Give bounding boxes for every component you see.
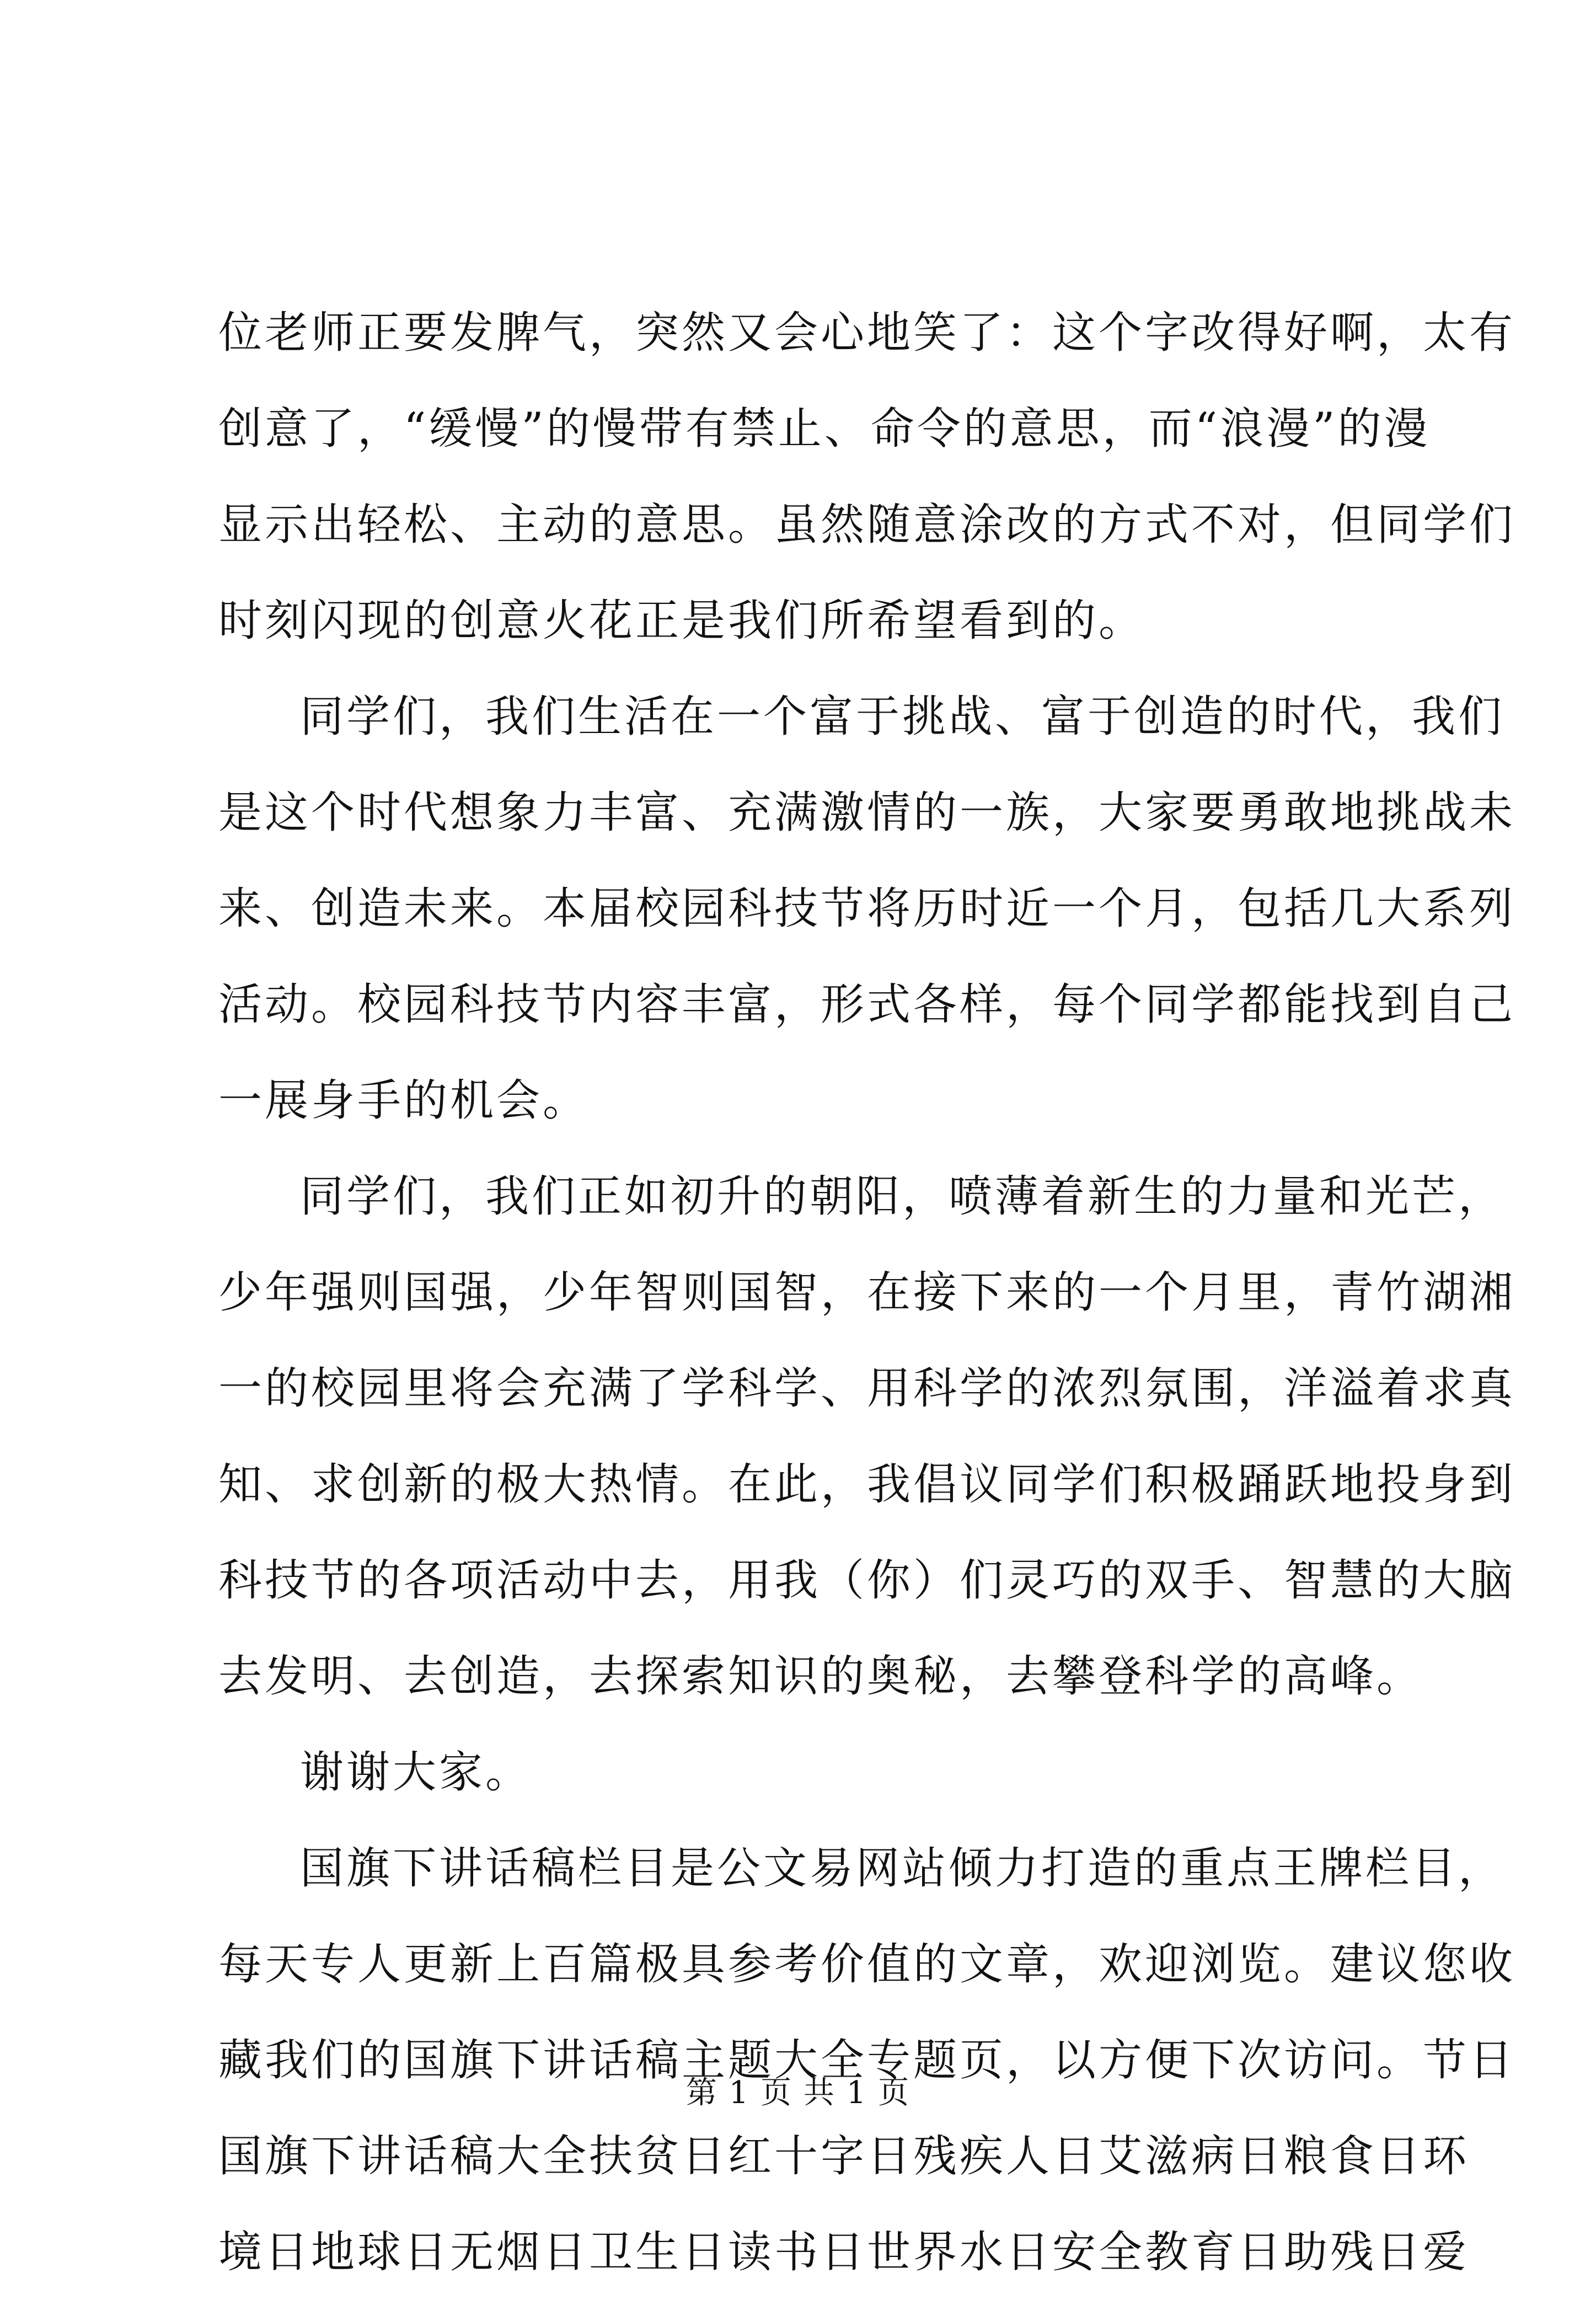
text-line: 每天专人更新上百篇极具参考价值的文章，欢迎浏览。建议您收 xyxy=(218,1939,1515,1989)
text-line: 时刻闪现的创意火花正是我们所希望看到的。 xyxy=(218,595,1145,646)
text-line: 国旗下讲话稿栏目是公文易网站倾力打造的重点王牌栏目， xyxy=(300,1843,1504,1894)
text-line: 国旗下讲话稿大全扶贫日红十字日残疾人日艾滋病日粮食日环 xyxy=(218,2131,1469,2181)
text-line: 创意了，“缓慢”的慢带有禁止、命令的意思，而“浪漫”的漫 xyxy=(218,403,1431,454)
text-line: 来、创造未来。本届校园科技节将历时近一个月，包括几大系列 xyxy=(218,883,1515,934)
text-line: 同学们，我们正如初升的朝阳，喷薄着新生的力量和光芒， xyxy=(300,1171,1504,1222)
text-line: 科技节的各项活动中去，用我（你）们灵巧的双手、智慧的大脑 xyxy=(218,1555,1515,1606)
text-line: 谢谢大家。 xyxy=(300,1747,532,1798)
text-line: 是这个时代想象力丰富、充满激情的一族，大家要勇敢地挑战未 xyxy=(218,787,1515,838)
text-line: 一展身手的机会。 xyxy=(218,1075,589,1126)
document-body xyxy=(218,285,1515,2300)
text-line: 一的校园里将会充满了学科学、用科学的浓烈氛围，洋溢着求真 xyxy=(218,1363,1515,1414)
text-line: 去发明、去创造，去探索知识的奥秘，去攀登科学的高峰。 xyxy=(218,1651,1423,1702)
text-line: 知、求创新的极大热情。在此，我倡议同学们积极踊跃地投身到 xyxy=(218,1459,1515,1510)
text-line: 同学们，我们生活在一个富于挑战、富于创造的时代，我们 xyxy=(300,691,1504,742)
text-line: 显示出轻松、主动的意思。虽然随意涂改的方式不对，但同学们 xyxy=(218,499,1515,550)
text-line: 藏我们的国旗下讲话稿主题大全专题页，以方便下次访问。节日 xyxy=(218,2035,1515,2085)
text-line: 境日地球日无烟日卫生日读书日世界水日安全教育日助残日爱 xyxy=(218,2227,1469,2277)
text-line: 位老师正要发脾气，突然又会心地笑了：这个字改得好啊，太有 xyxy=(218,307,1515,358)
text-line: 少年强则国强，少年智则国智，在接下来的一个月里，青竹湖湘 xyxy=(218,1267,1515,1318)
page-footer: 第 1 页 共 1 页 xyxy=(685,2075,911,2111)
text-line: 活动。校园科技节内容丰富，形式各样，每个同学都能找到自己 xyxy=(218,979,1515,1030)
